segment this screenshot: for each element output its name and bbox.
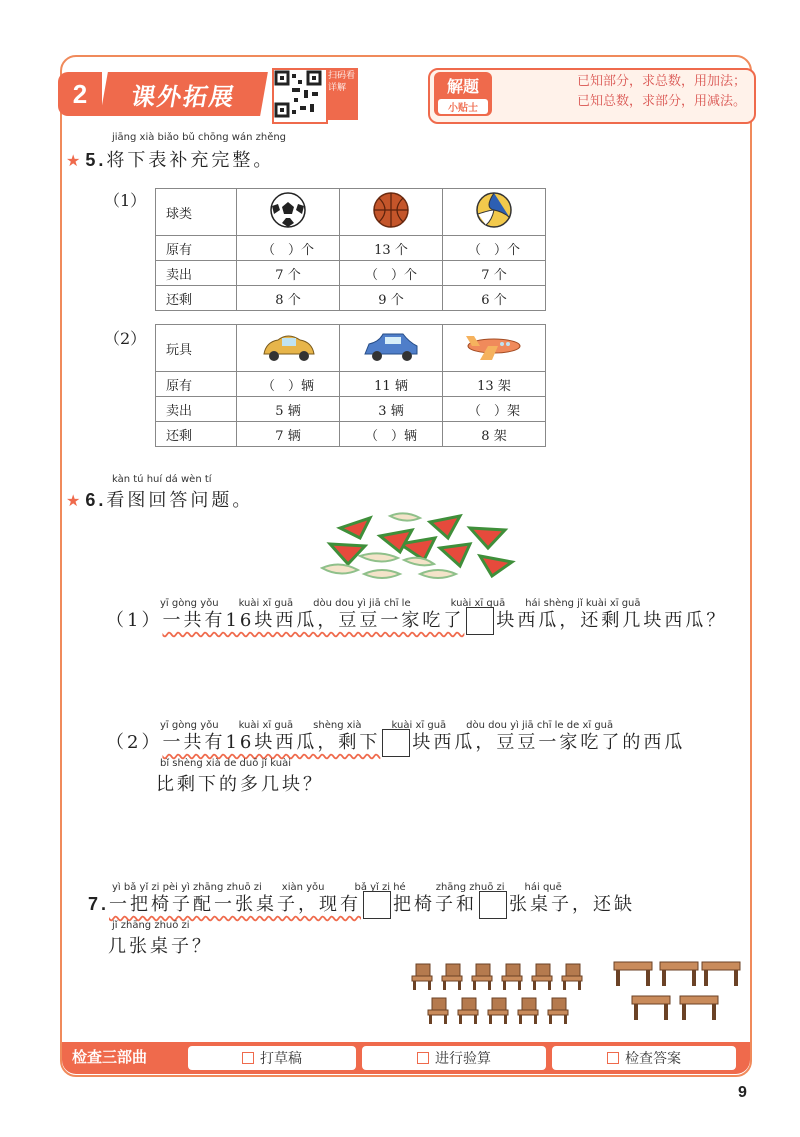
answer-box[interactable] [479, 891, 507, 919]
table2-header: 玩具 [156, 325, 237, 372]
q6-sub1-pinyin: yī gòng yǒu kuài xī guā dòu dou yì jiā chī le kuài xī guā hái shèng jǐ kuài xī guā [160, 598, 641, 609]
tip-text [500, 72, 746, 112]
q6-pinyin: kàn tú huí dá wèn tí [112, 474, 212, 485]
table2-cell: 5 辆 [237, 397, 340, 422]
chairs-and-desks-illustration [410, 956, 750, 1036]
table1-cell: 7 个 [237, 261, 340, 286]
table2-cell: 3 辆 [340, 397, 443, 422]
q7-number: 7. [88, 894, 110, 914]
q5-table1-label: （1） [104, 191, 147, 210]
q6-sub2-text-part1: 一共有16块西瓜，剩下 [162, 732, 381, 753]
table2-row-label: 原有 [156, 372, 237, 397]
answer-box[interactable] [363, 891, 391, 919]
table1-cell: （ ）个 [443, 236, 546, 261]
volleyball-icon [443, 189, 546, 236]
q6-sub2-line2: 比剩下的多几块？ [156, 774, 324, 795]
checklist-label: 检查答案 [625, 1051, 681, 1067]
checkbox-icon[interactable] [607, 1052, 619, 1064]
checklist-draft[interactable] [188, 1046, 356, 1070]
table2-cell: 8 架 [443, 422, 546, 447]
answer-box[interactable] [382, 729, 410, 757]
blue-car-icon [340, 325, 443, 372]
star-icon: ★ [66, 151, 84, 170]
table2-cell: 7 辆 [237, 422, 340, 447]
q5-pinyin: jiāng xià biǎo bǔ chōng wán zhěng [112, 132, 287, 143]
yellow-car-icon [237, 325, 340, 372]
checklist-verify[interactable] [362, 1046, 546, 1070]
table1-cell: 13 个 [340, 236, 443, 261]
q6-sub1 [106, 606, 727, 635]
checklist-label: 进行验算 [435, 1051, 491, 1067]
q6-sub2 [106, 728, 685, 757]
table2-cell: 13 架 [443, 372, 546, 397]
q7-text-part3: 张桌子，还缺 [509, 894, 636, 915]
q7-line2: 几张桌子？ [108, 936, 213, 957]
q7-pinyin-line2: jǐ zhāng zhuō zi [112, 920, 190, 931]
q5-table2-label: （2） [104, 329, 147, 348]
q5-title [66, 146, 274, 172]
table1-cell: 9 个 [340, 286, 443, 311]
table1-cell: 8 个 [237, 286, 340, 311]
q5-table2 [155, 324, 546, 447]
table1-cell: 6 个 [443, 286, 546, 311]
q7-text [88, 890, 635, 919]
tip-line-1: 已知部分，求总数，用加法； [576, 74, 746, 89]
checkbox-icon[interactable] [242, 1052, 254, 1064]
footer-title: 检查三部曲 [72, 1048, 148, 1066]
tip-badge [434, 72, 492, 116]
table1-row-label: 卖出 [156, 261, 237, 286]
toy-plane-icon [443, 325, 546, 372]
answer-box[interactable] [466, 607, 494, 635]
tip-badge-title: 解题 [446, 77, 479, 96]
table1-header: 球类 [156, 189, 237, 236]
checkbox-icon[interactable] [417, 1052, 429, 1064]
q6-sub2-pinyin: yī gòng yǒu kuài xī guā shèng xià kuài xī guā dòu dou yì jiā chī le de xī guā [160, 720, 614, 731]
q7-pinyin: yì bǎ yǐ zi pèi yì zhāng zhuō zi xiàn yǒu bǎ yǐ zi hé zhāng zhuō zi hái quē [112, 882, 562, 893]
table2-cell: （ ）架 [443, 397, 546, 422]
q5-number: 5. [85, 150, 107, 170]
q6-title [66, 486, 253, 512]
table1-row-label: 原有 [156, 236, 237, 261]
table1-cell: 7 个 [443, 261, 546, 286]
q7-text-part1: 一把椅子配一张桌子，现有 [109, 894, 362, 915]
tip-line-2: 已知总数，求部分，用减法。 [576, 94, 746, 109]
section-title: 课外拓展 [100, 72, 268, 116]
basketball-icon [340, 189, 443, 236]
checklist-check-answer[interactable] [552, 1046, 736, 1070]
qr-code-icon[interactable] [272, 68, 328, 124]
soccer-ball-icon [237, 189, 340, 236]
q6-sub1-text-part1: 一共有16块西瓜，豆豆一家吃了 [162, 610, 465, 631]
q6-number: 6. [85, 490, 107, 510]
tip-badge-subtitle: 小贴士 [438, 99, 488, 114]
table2-cell: （ ）辆 [237, 372, 340, 397]
q5-table1 [155, 188, 546, 311]
q5-text: 将下表补充完整。 [106, 150, 275, 171]
table1-cell: （ ）个 [237, 236, 340, 261]
q6-sub2-pinyin-line2: bǐ shèng xià de duō jǐ kuài [160, 758, 291, 769]
q6-sub2-text-part2: 块西瓜，豆豆一家吃了的西瓜 [412, 732, 686, 753]
qr-caption: 扫码看详解 [326, 68, 358, 120]
table2-cell: （ ）辆 [340, 422, 443, 447]
section-number: 2 [58, 72, 102, 116]
star-icon: ★ [66, 491, 84, 510]
q6-text: 看图回答问题。 [106, 490, 254, 511]
q6-sub1-text-part2: 块西瓜，还剩几块西瓜？ [496, 610, 728, 631]
q6-sub2-label: （2） [106, 732, 163, 753]
watermelon-slices-illustration [320, 508, 520, 588]
page-number: 9 [738, 1084, 747, 1101]
q7-text-part2: 把椅子和 [393, 894, 478, 915]
q6-sub1-label: （1） [106, 610, 163, 631]
checklist-label: 打草稿 [260, 1051, 302, 1067]
table2-row-label: 卖出 [156, 397, 237, 422]
table1-cell: （ ）个 [340, 261, 443, 286]
table1-row-label: 还剩 [156, 286, 237, 311]
table2-cell: 11 辆 [340, 372, 443, 397]
table2-row-label: 还剩 [156, 422, 237, 447]
